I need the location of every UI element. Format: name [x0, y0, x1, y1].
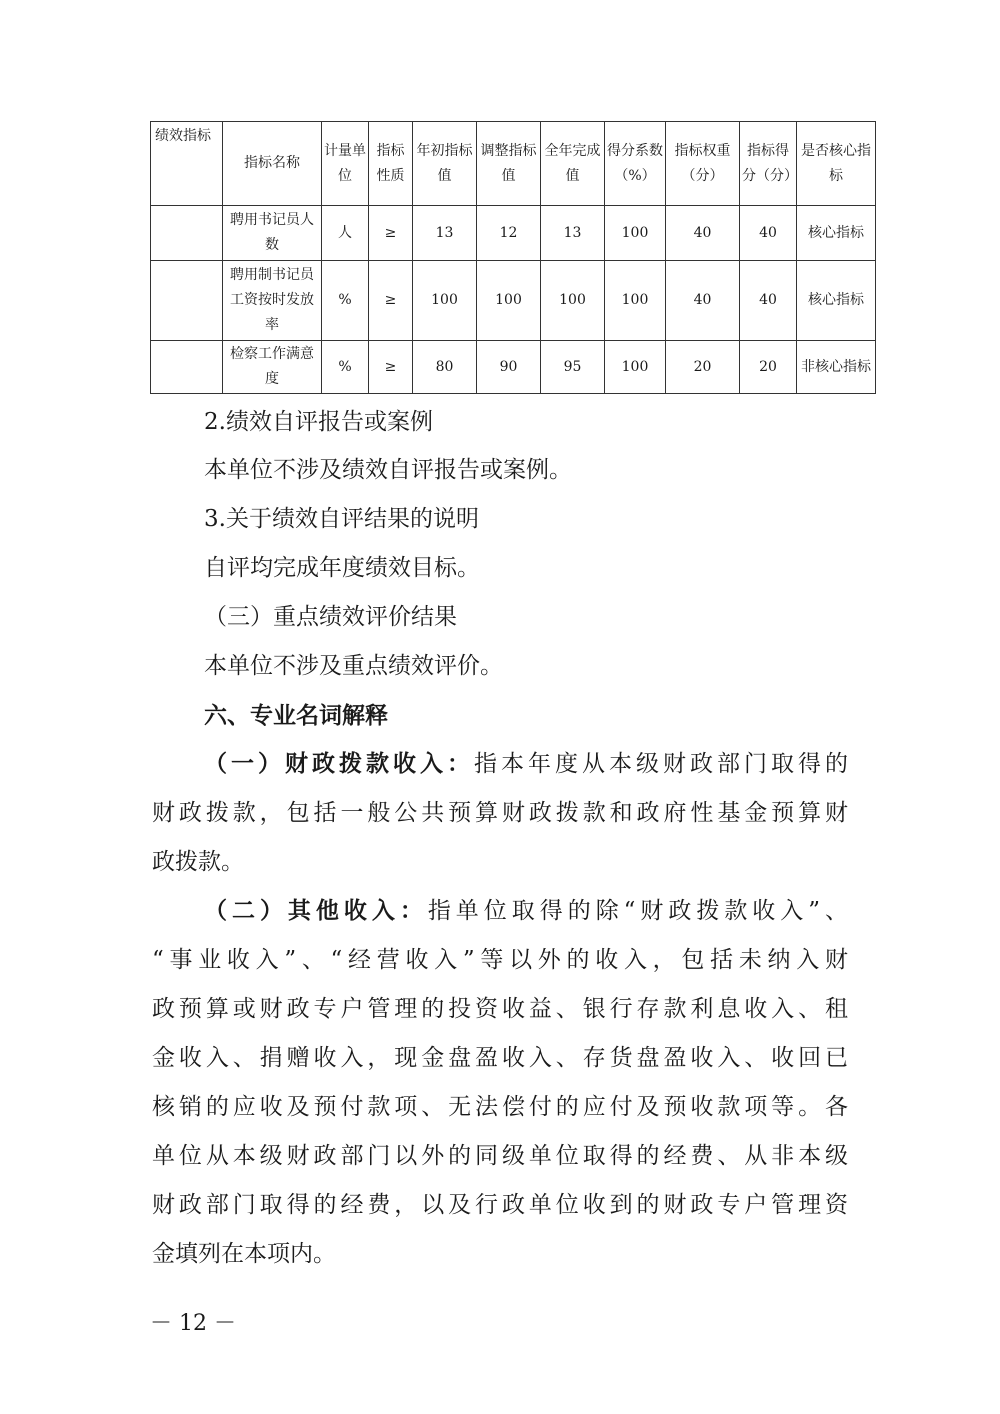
table-cell: 12	[477, 206, 541, 261]
performance-indicator-table	[150, 121, 876, 394]
table-cell: 20	[666, 341, 740, 394]
paragraph-1-line-1	[204, 749, 848, 779]
header-cell: 得分系数（%）	[605, 122, 666, 206]
header-cell: 是否核心指标	[797, 122, 876, 206]
paragraph-2-text: 指单位取得的除“财政拨款收入”、	[427, 898, 848, 924]
header-cell: 全年完成值	[541, 122, 605, 206]
table-cell: 40	[666, 206, 740, 261]
table-cell: 100	[477, 261, 541, 341]
paragraph-line: 政拨款。	[152, 849, 244, 875]
table-cell: 聘用制书记员工资按时发放率	[223, 261, 322, 341]
paragraph-line: 金填列在本项内。	[152, 1241, 336, 1267]
table-cell: 核心指标	[797, 206, 876, 261]
table-cell: 20	[740, 341, 797, 394]
paragraph-line: “事业收入”、“经营收入”等以外的收入，包括未纳入财	[152, 947, 848, 973]
section-2-text: 本单位不涉及绩效自评报告或案例。	[204, 457, 572, 483]
header-cell: 调整指标值	[477, 122, 541, 206]
table-header-row	[151, 122, 876, 206]
section-4-title: （三）重点绩效评价结果	[204, 604, 457, 630]
header-cell: 指标性质	[369, 122, 413, 206]
paragraph-2-line-1	[204, 896, 848, 926]
table-cell: 95	[541, 341, 605, 394]
table-cell: 检察工作满意度	[223, 341, 322, 394]
paragraph-2-term: （二）其他收入：	[204, 897, 428, 924]
table-row	[151, 206, 876, 261]
table-cell: %	[322, 261, 369, 341]
table-cell: 13	[541, 206, 605, 261]
table-cell: 100	[413, 261, 477, 341]
paragraph-line: 财政部门取得的经费，以及行政单位收到的财政专户管理资	[152, 1192, 848, 1218]
section-2-title: 2.绩效自评报告或案例	[204, 409, 433, 435]
section-3-text: 自评均完成年度绩效目标。	[204, 555, 480, 581]
page-number: － 12 －	[150, 1311, 236, 1336]
table-cell	[151, 341, 223, 394]
header-cell: 指标名称	[223, 122, 322, 206]
header-cell: 绩效指标	[151, 122, 223, 206]
table-cell	[151, 261, 223, 341]
header-cell: 计量单位	[322, 122, 369, 206]
table-cell: 90	[477, 341, 541, 394]
table-cell: ≥	[369, 261, 413, 341]
table-cell: 40	[740, 261, 797, 341]
table-cell: ≥	[369, 341, 413, 394]
table-cell: 40	[740, 206, 797, 261]
table-cell: 100	[605, 341, 666, 394]
paragraph-line: 政预算或财政专户管理的投资收益、银行存款利息收入、租	[152, 996, 848, 1022]
table-cell: %	[322, 341, 369, 394]
paragraph-1-term: （一）财政拨款收入：	[204, 750, 474, 777]
table-cell: 13	[413, 206, 477, 261]
table-cell: 40	[666, 261, 740, 341]
header-cell: 指标得分（分）	[740, 122, 797, 206]
section-3-title: 3.关于绩效自评结果的说明	[204, 506, 479, 532]
table-cell: 非核心指标	[797, 341, 876, 394]
table-cell: ≥	[369, 206, 413, 261]
table-cell	[151, 206, 223, 261]
header-cell: 指标权重（分）	[666, 122, 740, 206]
table-cell: 聘用书记员人数	[223, 206, 322, 261]
table-cell: 100	[605, 261, 666, 341]
table-cell: 100	[541, 261, 605, 341]
paragraph-line: 金收入、捐赠收入，现金盘盈收入、存货盘盈收入、收回已	[152, 1045, 848, 1071]
paragraph-line: 单位从本级财政部门以外的同级单位取得的经费、从非本级	[152, 1143, 848, 1169]
table-cell: 人	[322, 206, 369, 261]
header-cell: 年初指标值	[413, 122, 477, 206]
paragraph-1-text: 指本年度从本级财政部门取得的	[474, 751, 848, 777]
paragraph-line: 核销的应收及预付款项、无法偿付的应付及预收款项等。各	[152, 1094, 848, 1120]
table-row	[151, 261, 876, 341]
table-cell: 80	[413, 341, 477, 394]
section-4-text: 本单位不涉及重点绩效评价。	[204, 653, 503, 679]
table-row	[151, 341, 876, 394]
section-6-heading: 六、专业名词解释	[204, 702, 388, 729]
table-cell: 核心指标	[797, 261, 876, 341]
table-cell: 100	[605, 206, 666, 261]
paragraph-line: 财政拨款，包括一般公共预算财政拨款和政府性基金预算财	[152, 800, 848, 826]
